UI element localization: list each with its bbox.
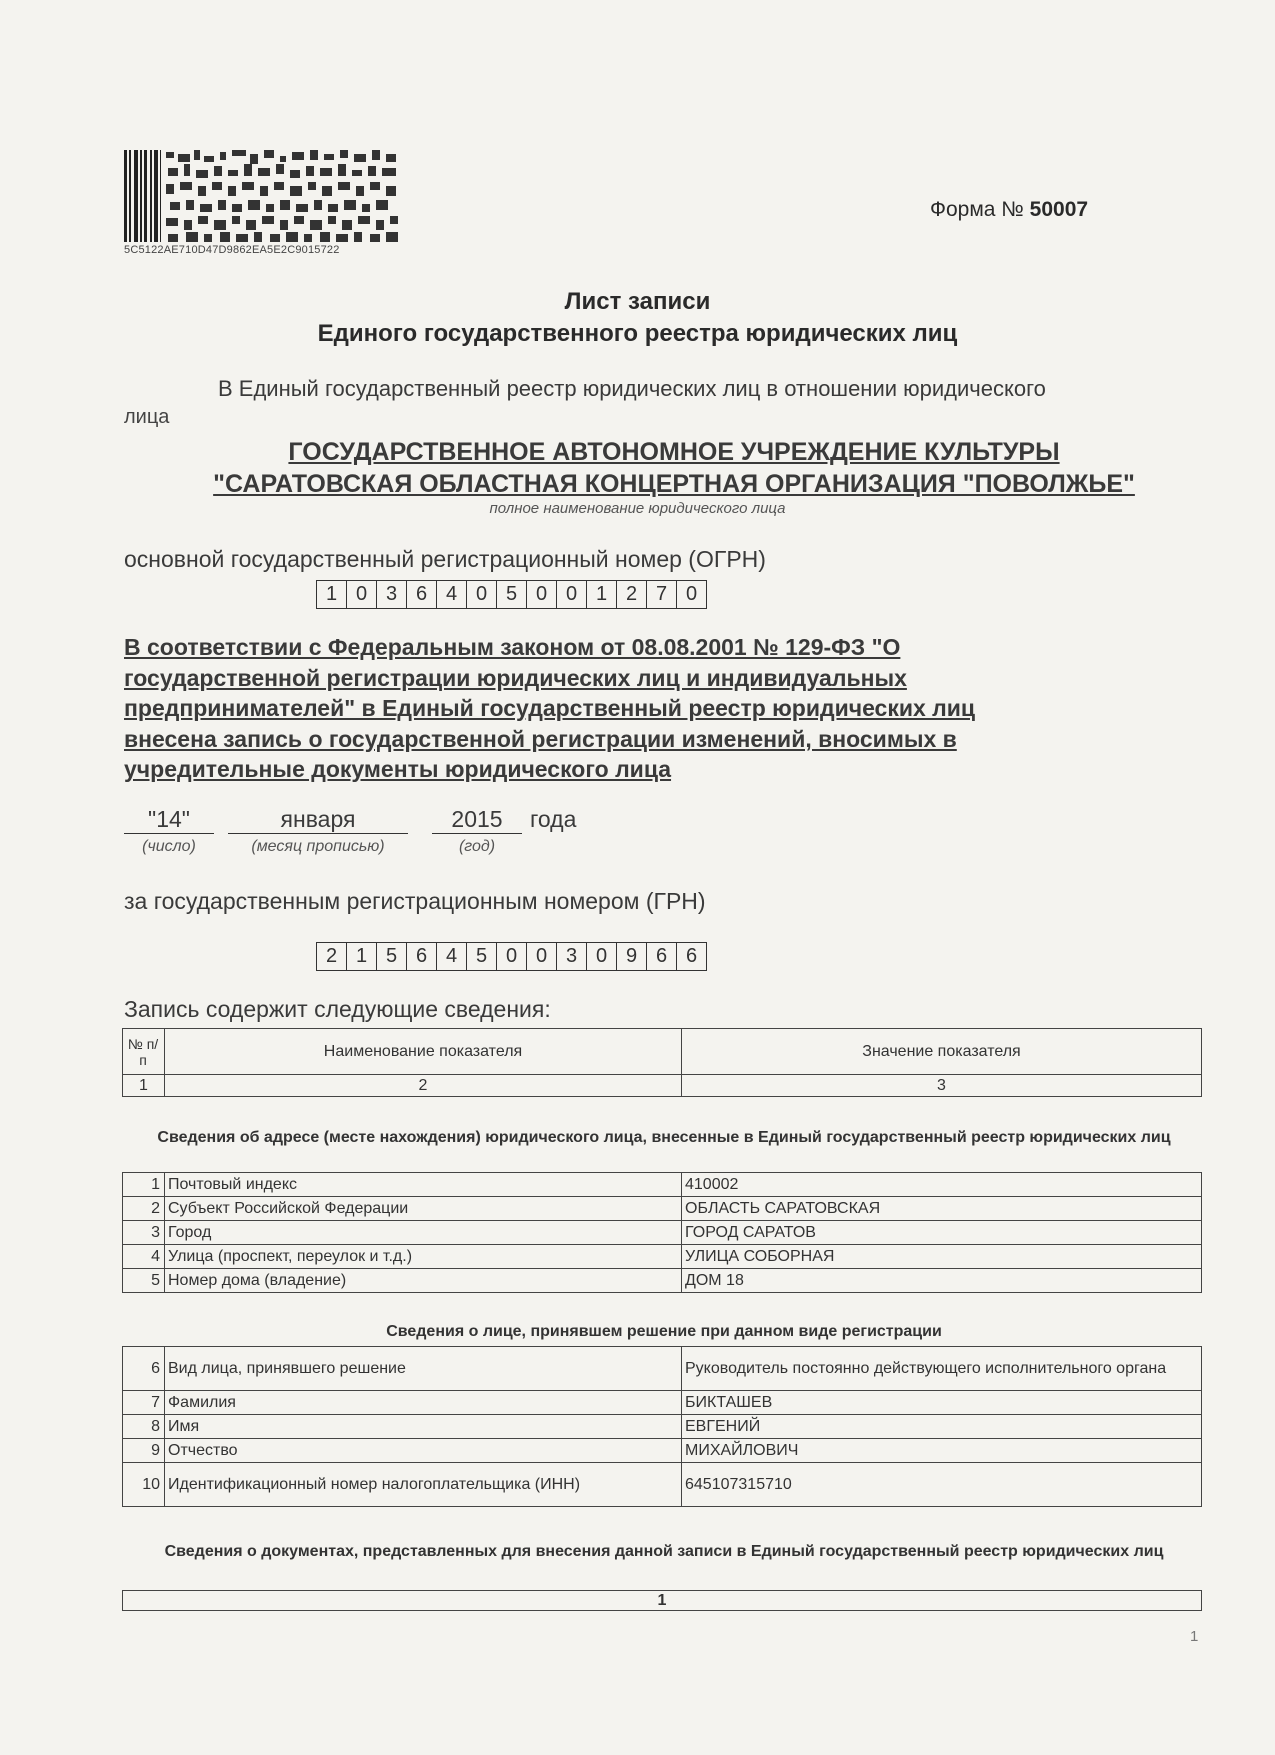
digit-cell: 4 bbox=[437, 580, 467, 609]
digit-cell: 6 bbox=[407, 942, 437, 971]
document-subtitle: Единого государственного реестра юридических лиц bbox=[317, 320, 958, 347]
document-title: Лист записи bbox=[564, 288, 711, 315]
law-statement bbox=[124, 632, 1164, 785]
digit-cell: 4 bbox=[437, 942, 467, 971]
row-name: Имя bbox=[165, 1415, 682, 1439]
law-statement-line: В соответствии с Федеральным законом от 08.08.2001 № 129-ФЗ "О bbox=[124, 634, 901, 660]
table-header-row bbox=[123, 1029, 1202, 1075]
ogrn-digits bbox=[316, 580, 707, 609]
digit-cell: 1 bbox=[347, 942, 377, 971]
table-row bbox=[123, 1415, 1202, 1439]
date-suffix: года bbox=[530, 806, 577, 832]
table-row bbox=[123, 1197, 1202, 1221]
table-row bbox=[123, 1173, 1202, 1197]
digit-cell: 5 bbox=[377, 942, 407, 971]
row-value: Руководитель постоянно действующего исполнительного органа bbox=[682, 1347, 1202, 1391]
row-num: 4 bbox=[123, 1245, 165, 1269]
digit-cell: 0 bbox=[527, 942, 557, 971]
organization-name-line: "САРАТОВСКАЯ ОБЛАСТНАЯ КОНЦЕРТНАЯ ОРГАНИЗАЦИЯ "ПОВОЛЖЬЕ" bbox=[213, 470, 1135, 498]
header-num: № п/п bbox=[123, 1029, 165, 1075]
digit-cell: 2 bbox=[317, 942, 347, 971]
row-num: 2 bbox=[123, 1197, 165, 1221]
organization-name-caption: полное наименование юридического лица bbox=[489, 500, 786, 517]
row-value: МИХАЙЛОВИЧ bbox=[682, 1439, 1202, 1463]
grn-digits bbox=[316, 942, 707, 971]
digit-cell: 0 bbox=[347, 580, 377, 609]
digit-cell: 5 bbox=[467, 942, 497, 971]
row-name: Отчество bbox=[165, 1439, 682, 1463]
digit-cell: 0 bbox=[587, 942, 617, 971]
intro-text-cont: лица bbox=[124, 406, 170, 428]
table-row bbox=[123, 1221, 1202, 1245]
law-statement-line: государственной регистрации юридических лиц и индивидуальных bbox=[124, 664, 907, 691]
record-label: Запись содержит следующие сведения: bbox=[124, 996, 551, 1022]
header-value: Значение показателя bbox=[682, 1029, 1202, 1075]
header-value-index: 3 bbox=[682, 1075, 1202, 1097]
table-row bbox=[123, 1439, 1202, 1463]
ogrn-label: основной государственный регистрационный номер (ОГРН) bbox=[124, 546, 766, 572]
row-name: Субъект Российской Федерации bbox=[165, 1197, 682, 1221]
date-year-caption: (год) bbox=[458, 838, 496, 855]
date-day: "14" bbox=[124, 806, 214, 834]
digit-cell: 1 bbox=[587, 580, 617, 609]
form-number bbox=[930, 198, 1088, 222]
intro-text: В Единый государственный реестр юридических лиц в отношении юридического bbox=[218, 376, 1046, 401]
table-row bbox=[123, 1391, 1202, 1415]
digit-cell: 7 bbox=[647, 580, 677, 609]
header-name-index: 2 bbox=[165, 1075, 682, 1097]
date-month: января bbox=[228, 806, 408, 834]
table-row bbox=[123, 1591, 1202, 1611]
digit-cell: 3 bbox=[377, 580, 407, 609]
digit-cell: 2 bbox=[617, 580, 647, 609]
person-table bbox=[122, 1346, 1202, 1507]
section-title-person: Сведения о лице, принявшем решение при данном виде регистрации bbox=[386, 1323, 942, 1340]
row-value: 410002 bbox=[682, 1173, 1202, 1197]
form-number-label: Форма № bbox=[930, 198, 1024, 221]
date-month-caption: (месяц прописью) bbox=[251, 838, 385, 855]
row-name: Фамилия bbox=[165, 1391, 682, 1415]
digit-cell: 0 bbox=[527, 580, 557, 609]
digit-cell: 6 bbox=[677, 942, 707, 971]
grn-label: за государственным регистрационным номером (ГРН) bbox=[124, 888, 706, 914]
row-num: 3 bbox=[123, 1221, 165, 1245]
row-name: Город bbox=[165, 1221, 682, 1245]
header-name: Наименование показателя bbox=[165, 1029, 682, 1075]
row-num: 10 bbox=[123, 1463, 165, 1507]
row-name: Улица (проспект, переулок и т.д.) bbox=[165, 1245, 682, 1269]
row-name: Почтовый индекс bbox=[165, 1173, 682, 1197]
section-title-address: Сведения об адресе (месте нахождения) юридического лица, внесенные в Единый государственный реестр юридических лиц bbox=[157, 1129, 1171, 1146]
row-num: 1 bbox=[123, 1173, 165, 1197]
address-table bbox=[122, 1172, 1202, 1293]
table-row bbox=[123, 1463, 1202, 1507]
row-num: 5 bbox=[123, 1269, 165, 1293]
row-value: ОБЛАСТЬ САРАТОВСКАЯ bbox=[682, 1197, 1202, 1221]
law-statement-line: предпринимателей" в Единый государственный реестр юридических лиц bbox=[124, 695, 976, 721]
table-row bbox=[123, 1269, 1202, 1293]
row-value: ДОМ 18 bbox=[682, 1269, 1202, 1293]
organization-name bbox=[124, 436, 1224, 500]
page-number: 1 bbox=[1190, 1628, 1199, 1645]
row-value: УЛИЦА СОБОРНАЯ bbox=[682, 1245, 1202, 1269]
row-value: БИКТАШЕВ bbox=[682, 1391, 1202, 1415]
digit-cell: 0 bbox=[497, 942, 527, 971]
row-num: 7 bbox=[123, 1391, 165, 1415]
digit-cell: 0 bbox=[557, 580, 587, 609]
law-statement-line: учредительные документы юридического лица bbox=[124, 756, 672, 782]
digit-cell: 0 bbox=[467, 580, 497, 609]
row-name: Вид лица, принявшего решение bbox=[165, 1347, 682, 1391]
barcode-code: 5C5122AE710D47D9862EA5E2C9015722 bbox=[124, 244, 340, 256]
date-day-caption: (число) bbox=[142, 838, 196, 855]
row-value: ЕВГЕНИЙ bbox=[682, 1415, 1202, 1439]
header-num-index: 1 bbox=[123, 1075, 165, 1097]
digit-cell: 6 bbox=[407, 580, 437, 609]
date-year: 2015 bbox=[432, 806, 522, 834]
form-number-value: 50007 bbox=[1029, 198, 1089, 221]
row-value: ГОРОД САРАТОВ bbox=[682, 1221, 1202, 1245]
row-num: 9 bbox=[123, 1439, 165, 1463]
row-name: Идентификационный номер налогоплательщика (ИНН) bbox=[165, 1463, 682, 1507]
law-statement-line: внесена запись о государственной регистрации изменений, вносимых в bbox=[124, 725, 957, 752]
table-row bbox=[123, 1347, 1202, 1391]
digit-cell: 6 bbox=[647, 942, 677, 971]
row-num: 8 bbox=[123, 1415, 165, 1439]
documents-table bbox=[122, 1590, 1202, 1611]
organization-name-line: ГОСУДАРСТВЕННОЕ АВТОНОМНОЕ УЧРЕЖДЕНИЕ КУЛЬТУРЫ bbox=[288, 438, 1060, 466]
section-title-documents: Сведения о документах, представленных для внесения данной записи в Единый государственный реестр юридических лиц bbox=[164, 1543, 1164, 1560]
documents-row-index: 1 bbox=[123, 1591, 1202, 1611]
digit-cell: 0 bbox=[677, 580, 707, 609]
record-header-table bbox=[122, 1028, 1202, 1097]
row-num: 6 bbox=[123, 1347, 165, 1391]
digit-cell: 3 bbox=[557, 942, 587, 971]
digit-cell: 1 bbox=[317, 580, 347, 609]
table-header-numbers-row bbox=[123, 1075, 1202, 1097]
barcode-image bbox=[124, 150, 406, 242]
row-value: 645107315710 bbox=[682, 1463, 1202, 1507]
digit-cell: 5 bbox=[497, 580, 527, 609]
table-row bbox=[123, 1245, 1202, 1269]
row-name: Номер дома (владение) bbox=[165, 1269, 682, 1293]
digit-cell: 9 bbox=[617, 942, 647, 971]
